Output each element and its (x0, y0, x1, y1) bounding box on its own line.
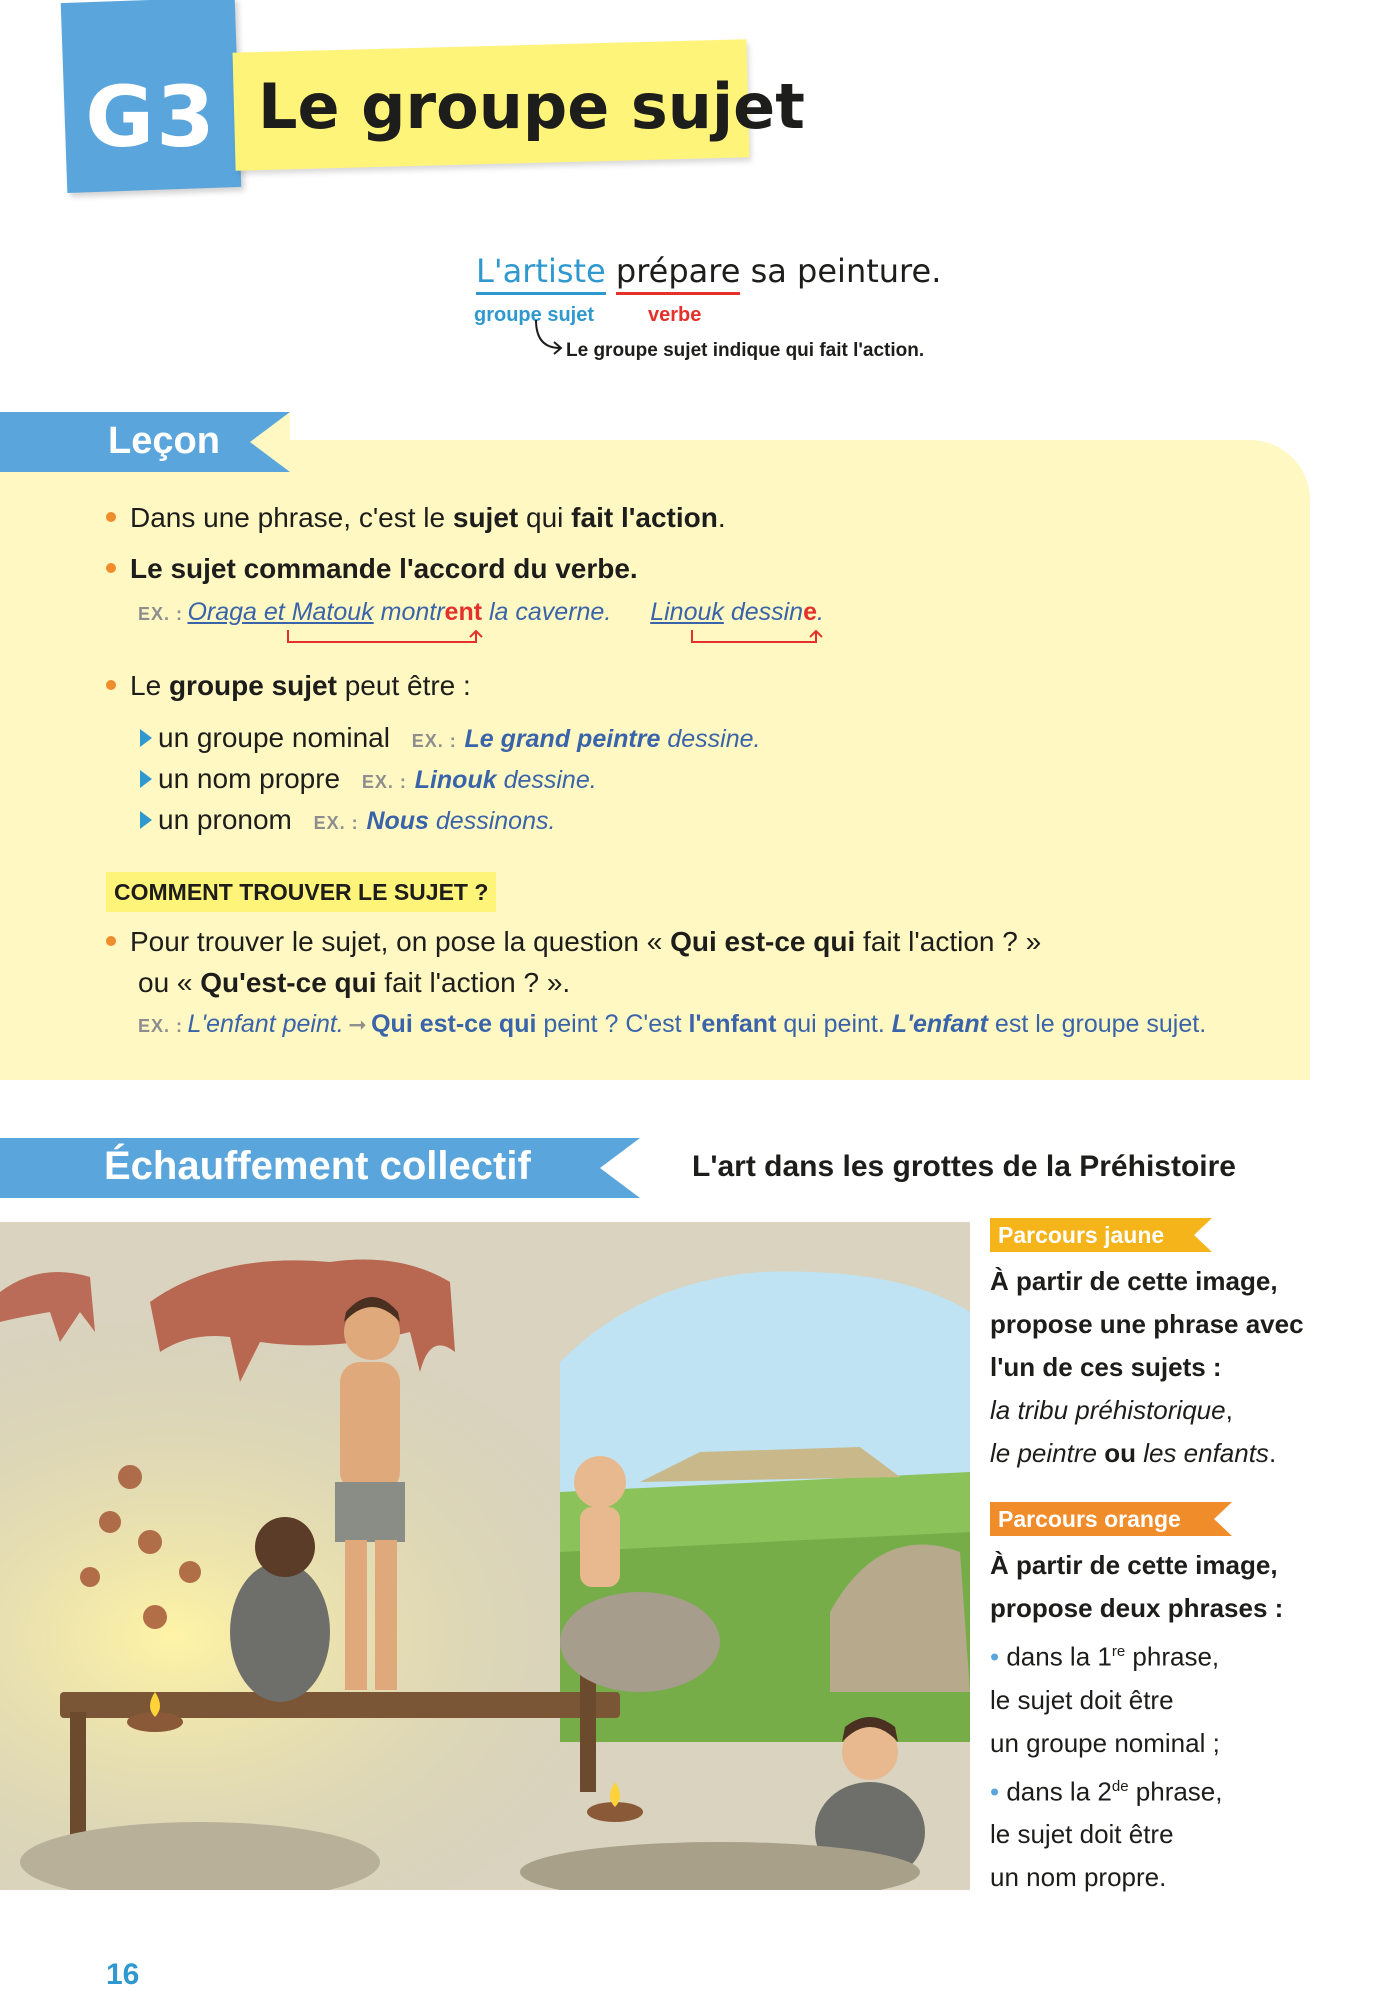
bullet-icon: • (990, 1776, 1000, 1807)
example-rest: sa peinture. (740, 252, 942, 290)
curved-arrow-icon (530, 318, 566, 358)
label-subject: groupe sujet (474, 304, 595, 326)
lecon-point-1: Dans une phrase, c'est le sujet qui fait l'action. (106, 502, 726, 534)
banner-notch (600, 1138, 640, 1198)
lecon-point-3: Le groupe sujet peut être : (106, 670, 471, 702)
comment-trouver-heading: COMMENT TROUVER LE SUJET ? (106, 872, 496, 912)
question-line-2: ou « Qu'est-ce qui fait l'action ? ». (138, 967, 571, 998)
question-line-1: Pour trouver le sujet, on pose la question « Qui est-ce qui fait l'action ? » (106, 926, 1041, 958)
lecon-banner (0, 412, 290, 472)
example-note: Le groupe sujet indique qui fait l'action. (566, 340, 925, 361)
bullet-icon: • (990, 1641, 1000, 1672)
bullet-icon (106, 680, 116, 690)
parcours-jaune-text: À partir de cette image, propose une phrase avec l'un de ces sujets : la tribu préhistorique, le peintre ou les enfants. (990, 1266, 1304, 1468)
echauffement-subtitle: L'art dans les grottes de la Préhistoire (692, 1150, 1236, 1183)
question-example: EX. : L'enfant peint. ➞ Qui est-ce qui peint ? C'est l'enfant qui peint. L'enfant est le groupe sujet. (138, 1010, 1207, 1038)
example-subject: L'artiste (476, 252, 606, 295)
triangle-bullet-icon (140, 770, 152, 788)
subject-type-nominal: un groupe nominal EX. : Le grand peintre dessine. (140, 722, 760, 754)
parcours-orange-text: À partir de cette image, propose deux phrases : • dans la 1re phrase, le sujet doit être un groupe nominal ; • dans la 2de phrase, le sujet doit être un nom propre. (990, 1550, 1284, 1893)
page-number: 16 (106, 1958, 140, 1991)
lecon-point-2: Le sujet commande l'accord du verbe. (106, 553, 638, 585)
page-title: Le groupe sujet (258, 70, 805, 143)
parcours-jaune-tag: Parcours jaune (990, 1218, 1212, 1252)
chapter-code: G3 (85, 68, 217, 166)
agreement-arrows (280, 628, 840, 650)
parcours-orange-tag: Parcours orange (990, 1502, 1232, 1536)
triangle-bullet-icon (140, 811, 152, 829)
bullet-icon (106, 512, 116, 522)
echauffement-banner (0, 1138, 640, 1198)
triangle-bullet-icon (140, 729, 152, 747)
bullet-icon (106, 563, 116, 573)
echauffement-title: Échauffement collectif (104, 1144, 531, 1188)
label-verb: verbe (648, 304, 702, 326)
banner-notch (250, 412, 290, 472)
cave-scene-illustration (0, 1222, 970, 1890)
subject-type-proper-noun: un nom propre EX. : Linouk dessine. (140, 763, 597, 795)
example-verb: prépare (616, 252, 741, 295)
example-sentence (476, 252, 941, 290)
subject-type-pronoun: un pronom EX. : Nous dessinons. (140, 804, 555, 836)
lecon-example-agreement: EX. : Oraga et Matouk montrent la caverne. Linouk dessine. (138, 598, 824, 626)
lecon-title: Leçon (108, 420, 220, 462)
bullet-icon (106, 936, 116, 946)
